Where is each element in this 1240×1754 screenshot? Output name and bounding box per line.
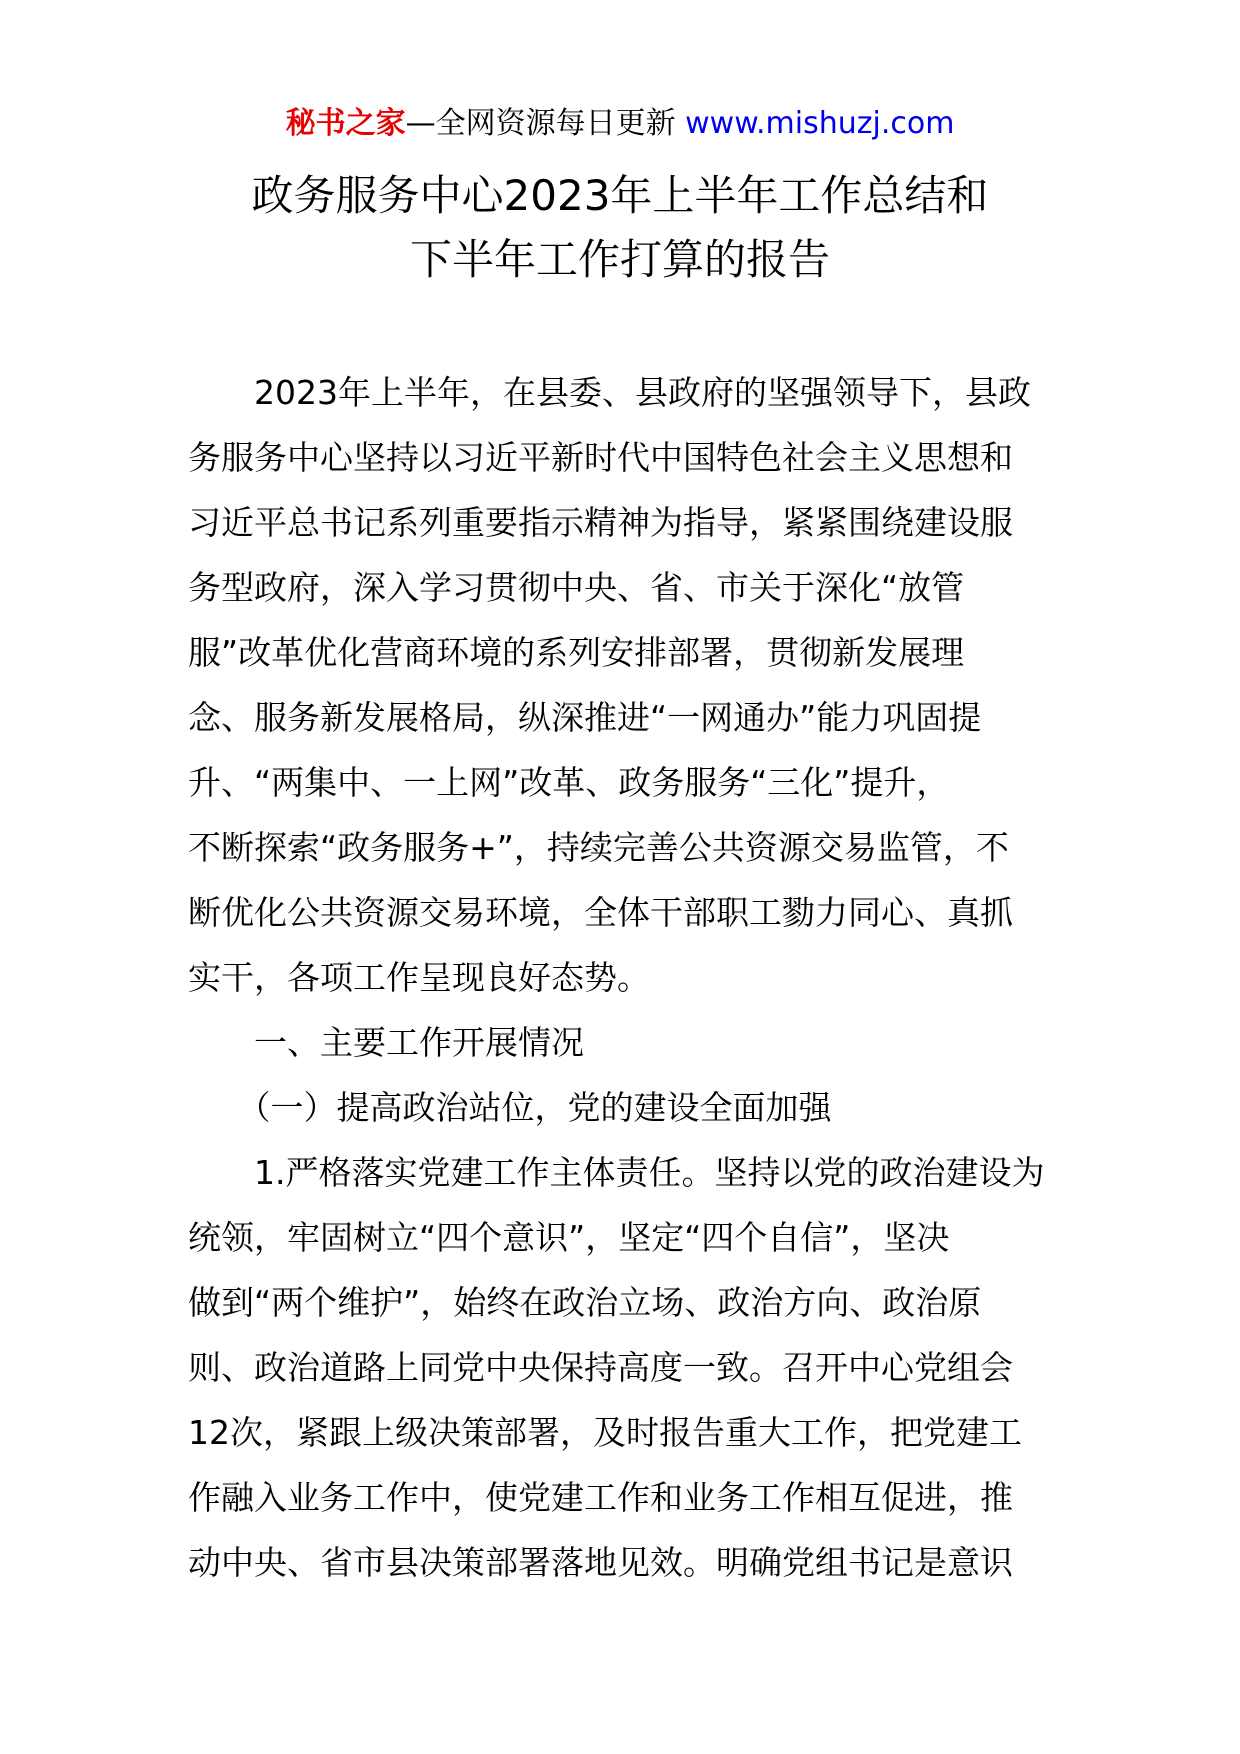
body-line: 12次，紧跟上级决策部署，及时报告重大工作，把党建工 (188, 1413, 1022, 1452)
body-line: 升、“两集中、一上网”改革、政务服务“三化”提升， (188, 763, 950, 802)
body-line: 务服务中心坚持以习近平新时代中国特色社会主义思想和 (188, 438, 1013, 477)
body-line: 2023年上半年，在县委、县政府的坚强领导下，县政 (188, 373, 1031, 412)
body-line: 念、服务新发展格局，纵深推进“一网通办”能力巩固提 (188, 698, 982, 737)
body-line: 一、主要工作开展情况 (188, 1023, 584, 1062)
body-line: 作融入业务工作中，使党建工作和业务工作相互促进，推 (188, 1478, 1013, 1517)
body-line: 不断探索“政务服务+”，持续完善公共资源交易监管，不 (188, 828, 1009, 867)
title-line-2: 下半年工作打算的报告 (409, 235, 830, 284)
body-line: 统领，牢固树立“四个意识”，坚定“四个自信”，坚决 (188, 1218, 950, 1257)
document-body (188, 360, 1056, 1595)
title-line-1: 政务服务中心2023年上半年工作总结和 (251, 171, 989, 220)
body-line: （一）提高政治站位，党的建设全面加强 (188, 1088, 832, 1127)
body-line: 断优化公共资源交易环境，全体干部职工勠力同心、真抓 (188, 893, 1013, 932)
body-line: 做到“两个维护”，始终在政治立场、政治方向、政治原 (188, 1283, 982, 1322)
document-title (0, 164, 1240, 292)
site-tagline: —全网资源每日更新 (405, 106, 676, 141)
body-line: 则、政治道路上同党中央保持高度一致。召开中心党组会 (188, 1348, 1013, 1387)
body-line: 实干，各项工作呈现良好态势。 (188, 958, 650, 997)
site-url-link[interactable]: www.mishuzj.com (685, 106, 955, 141)
body-line: 1.严格落实党建工作主体责任。坚持以党的政治建设为 (188, 1153, 1045, 1192)
site-header (0, 104, 1240, 144)
body-line: 服”改革优化营商环境的系列安排部署，贯彻新发展理 (188, 633, 965, 672)
body-line: 务型政府，深入学习贯彻中央、省、市关于深化“放管 (188, 568, 965, 607)
site-brand: 秘书之家 (285, 106, 406, 141)
body-line: 习近平总书记系列重要指示精神为指导，紧紧围绕建设服 (188, 503, 1013, 542)
body-line: 动中央、省市县决策部署落地见效。明确党组书记是意识 (188, 1543, 1013, 1582)
